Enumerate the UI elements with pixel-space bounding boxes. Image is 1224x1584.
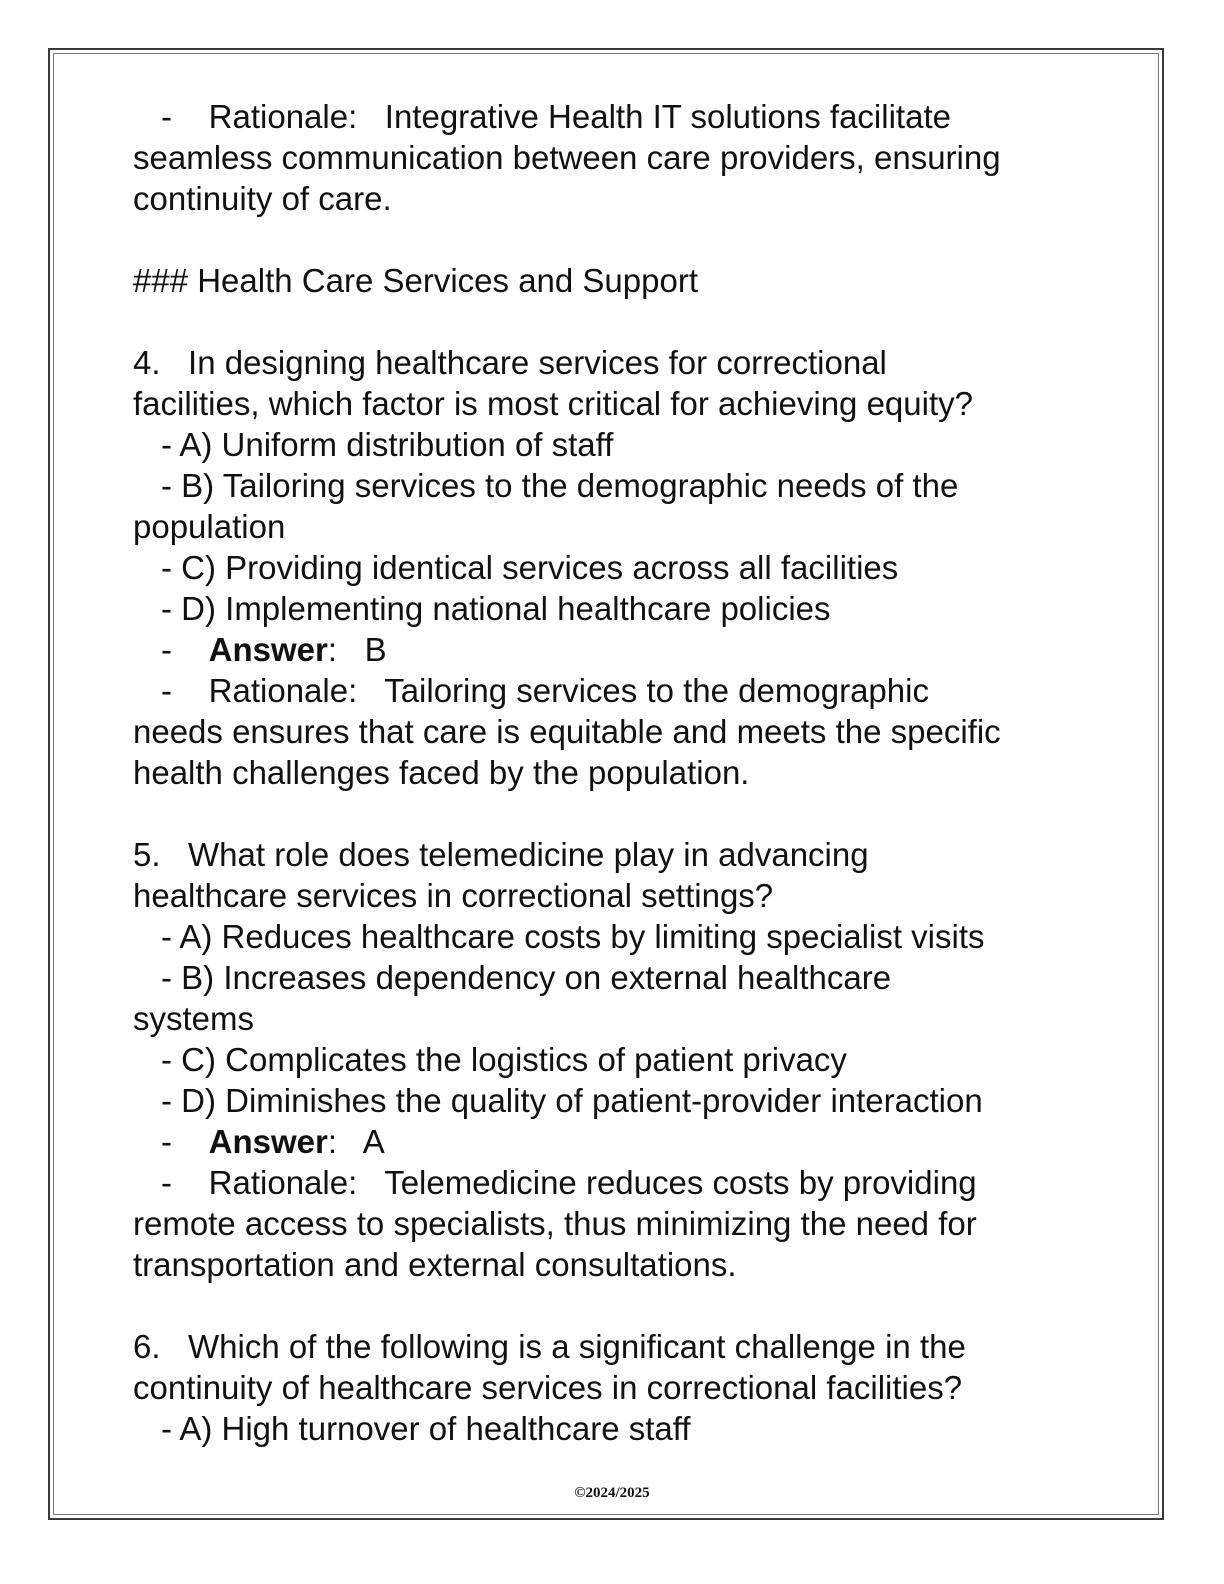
option-c: - C) Providing identical services across all facilities [161,549,899,586]
rationale-label: - Rationale: [161,1164,358,1201]
option-b: - B) Tailoring services to the demographic needs of the [161,467,959,504]
answer-label: Answer [208,1123,328,1160]
rationale-line: health challenges faced by the population. [133,754,750,791]
copyright-footer: ©2024/2025 [574,1485,650,1501]
option-a: - A) Reduces healthcare costs by limiting specialist visits [161,918,985,955]
option-d: - D) Implementing national healthcare policies [161,590,831,627]
rationale-line: transportation and external consultations. [133,1246,737,1283]
rationale-line: remote access to specialists, thus minimizing the need for [133,1205,977,1242]
option-b-continued: population [133,508,286,545]
rationale-label: - Rationale: [161,672,358,709]
question-stem: facilities, which factor is most critical for achieving equity? [133,385,973,422]
section-heading: ### Health Care Services and Support [133,262,698,299]
rationale-text: Tailoring services to the demographic [384,672,929,709]
answer-line [133,629,1093,670]
rationale-line: needs ensures that care is equitable and meets the specific [133,713,1001,750]
rationale-text: Telemedicine reduces costs by providing [384,1164,977,1201]
page-content [133,96,1093,1449]
rationale-text: Integrative Health IT solutions facilitate [384,98,951,135]
rationale-line [133,1162,1093,1203]
question-stem: 6. Which of the following is a significant challenge in the [133,1328,966,1365]
option-b: - B) Increases dependency on external healthcare [161,959,892,996]
spacer [133,219,1093,260]
rationale-line [133,96,1093,137]
option-a: - A) High turnover of healthcare staff [161,1410,691,1447]
answer-value: : B [327,631,387,668]
answer-line [133,1121,1093,1162]
option-a: - A) Uniform distribution of staff [161,426,614,463]
spacer [133,793,1093,834]
answer-value: : A [327,1123,385,1160]
option-d: - D) Diminishes the quality of patient-provider interaction [161,1082,983,1119]
spacer [133,301,1093,342]
question-stem: 4. In designing healthcare services for correctional [133,344,887,381]
spacer [133,1285,1093,1326]
question-stem: 5. What role does telemedicine play in advancing [133,836,869,873]
rationale-line [133,670,1093,711]
rationale-line: seamless communication between care providers, ensuring [133,139,1001,176]
answer-dash: - [161,631,209,668]
rationale-label: - Rationale: [161,98,358,135]
rationale-line: continuity of care. [133,180,392,217]
option-c: - C) Complicates the logistics of patient privacy [161,1041,847,1078]
question-stem: continuity of healthcare services in correctional facilities? [133,1369,963,1406]
answer-label: Answer [208,631,328,668]
answer-dash: - [161,1123,209,1160]
question-stem: healthcare services in correctional settings? [133,877,774,914]
option-b-continued: systems [133,1000,255,1037]
